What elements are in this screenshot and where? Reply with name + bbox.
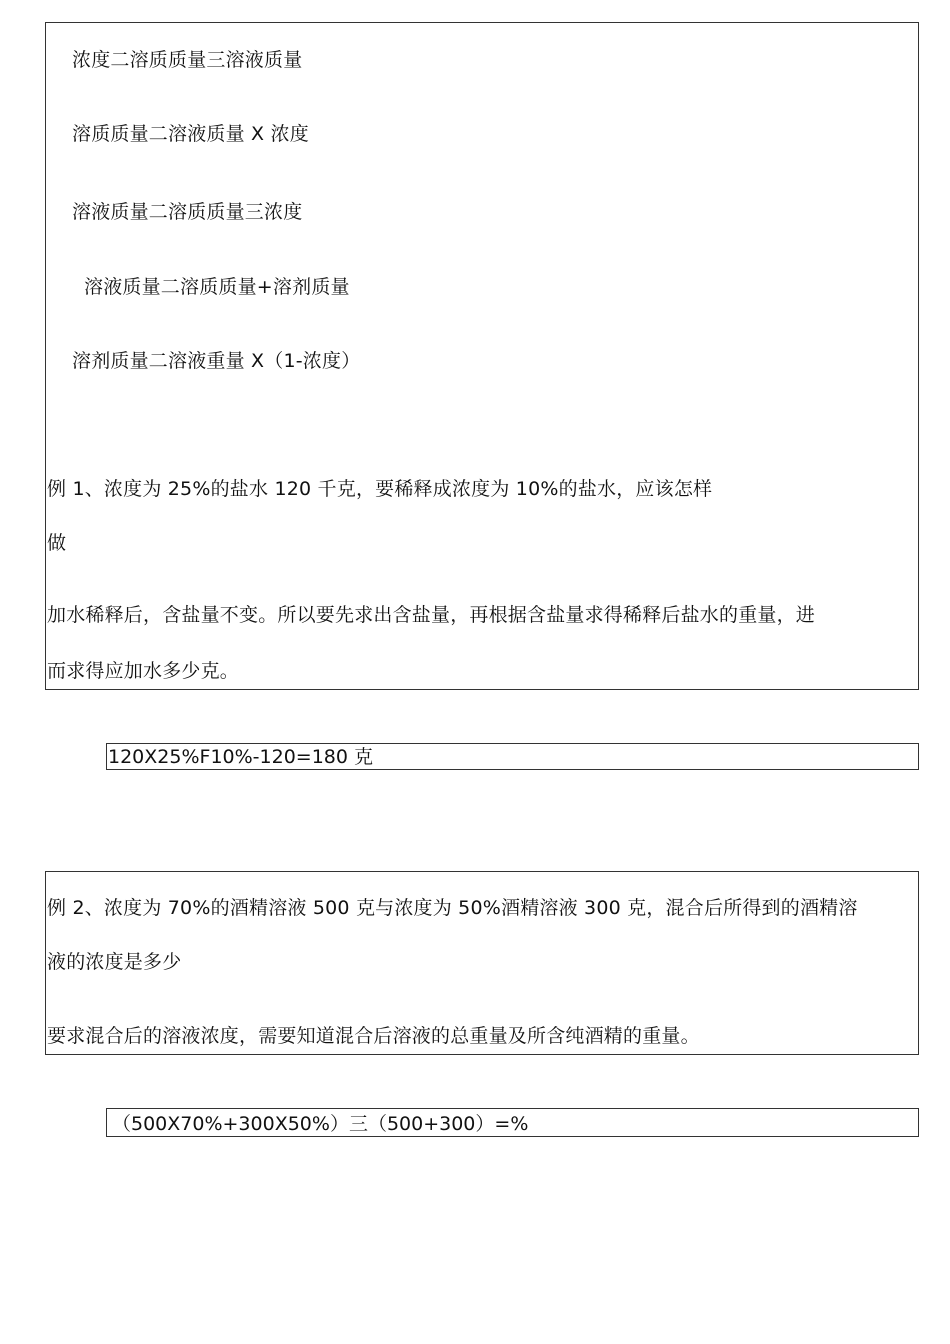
formula-line-3: 溶液质量二溶质质量三浓度	[72, 201, 303, 223]
example1-answer: 120X25%F10%-120=180 克	[108, 746, 374, 768]
example1-question-line2: 做	[47, 532, 67, 554]
example2-hint: 要求混合后的溶液浓度，需要知道混合后溶液的总重量及所含纯酒精的重量。	[47, 1025, 700, 1047]
example1-hint-line2: 而求得应加水多少克。	[47, 660, 240, 682]
example2-question-line1: 例 2、浓度为 70%的酒精溶液 500 克与浓度为 50%酒精溶液 300 克，混合后所得到的酒精溶	[47, 897, 858, 919]
example1-question-line1: 例 1、浓度为 25%的盐水 120 千克，要稀释成浓度为 10%的盐水，应该怎样	[47, 478, 713, 500]
example2-answer: （500X70%+300X50%）三（500+300）=%	[112, 1113, 529, 1135]
formula-line-1: 浓度二溶质质量三溶液质量	[72, 49, 303, 71]
formula-line-2: 溶质质量二溶液质量 X 浓度	[72, 123, 309, 145]
example1-hint-line1: 加水稀释后，含盐量不变。所以要先求出含盐量，再根据含盐量求得稀释后盐水的重量，进	[47, 604, 816, 626]
example2-question-line2: 液的浓度是多少	[47, 951, 182, 973]
formula-line-5: 溶剂质量二溶液重量 X（1-浓度）	[72, 350, 361, 372]
formula-line-4: 溶液质量二溶质质量+溶剂质量	[84, 276, 350, 298]
